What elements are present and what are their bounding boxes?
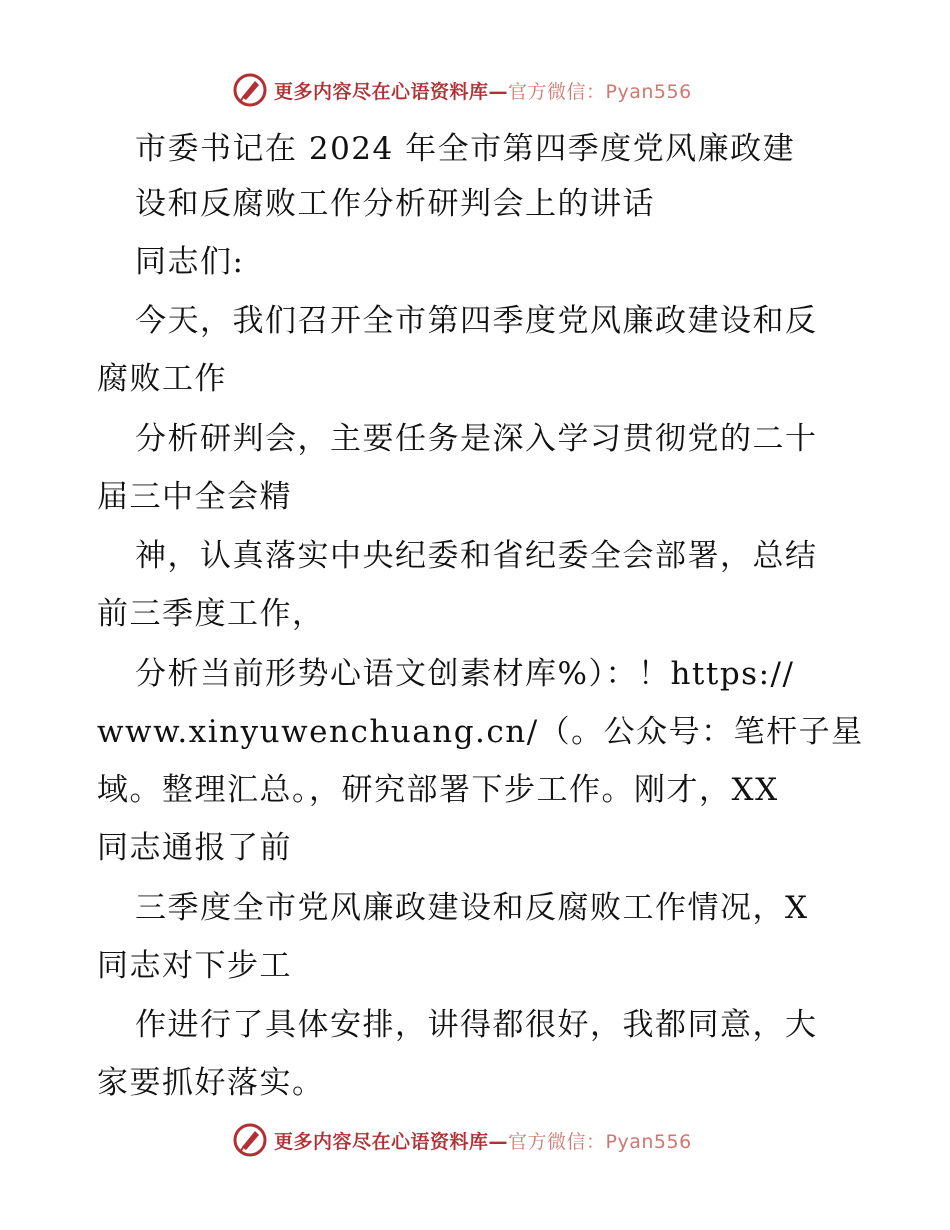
body-line: 前三季度工作， [97, 596, 325, 632]
body-line: 神，认真落实中央纪委和省纪委全会部署，总结 [135, 538, 818, 574]
body-line: 三季度全市党风廉政建设和反腐败工作情况，X [135, 890, 809, 926]
footer-banner-label [274, 1127, 692, 1154]
document-title-line-1: 市委书记在 2024 年全市第四季度党风廉政建 [135, 131, 796, 167]
body-line: www.xinyuwenchuang.cn/（。公众号：笔杆子星 [97, 714, 864, 750]
header-banner [232, 70, 752, 110]
body-line: 腐败工作 [97, 361, 227, 397]
document-title-line-2: 设和反腐败工作分析研判会上的讲话 [135, 186, 655, 222]
body-line: 分析当前形势心语文创素材库%）：！https:// [135, 656, 795, 692]
body-line: 今天，我们召开全市第四季度党风廉政建设和反 [135, 303, 818, 339]
footer-banner-wechat: 官方微信：Pyan556 [508, 1130, 692, 1153]
body-line: 同志对下步工 [97, 948, 292, 984]
body-line: 作进行了具体安排，讲得都很好，我都同意，大 [135, 1007, 818, 1043]
pen-logo-icon [232, 72, 268, 108]
salutation: 同志们: [135, 244, 245, 280]
footer-banner-text: 更多内容尽在心语资料库— [274, 1130, 509, 1153]
pen-logo-icon [232, 1122, 268, 1158]
body-line: 同志通报了前 [97, 830, 292, 866]
header-banner-wechat: 官方微信：Pyan556 [508, 80, 692, 103]
body-line: 分析研判会，主要任务是深入学习贯彻党的二十 [135, 421, 818, 457]
body-line: 域。整理汇总。，研究部署下步工作。刚才，XX [97, 772, 779, 808]
header-banner-label [274, 77, 692, 104]
body-line: 届三中全会精 [97, 479, 292, 515]
body-line: 家要抓好落实。 [97, 1065, 325, 1101]
footer-banner [232, 1120, 752, 1160]
header-banner-text: 更多内容尽在心语资料库— [274, 80, 509, 103]
